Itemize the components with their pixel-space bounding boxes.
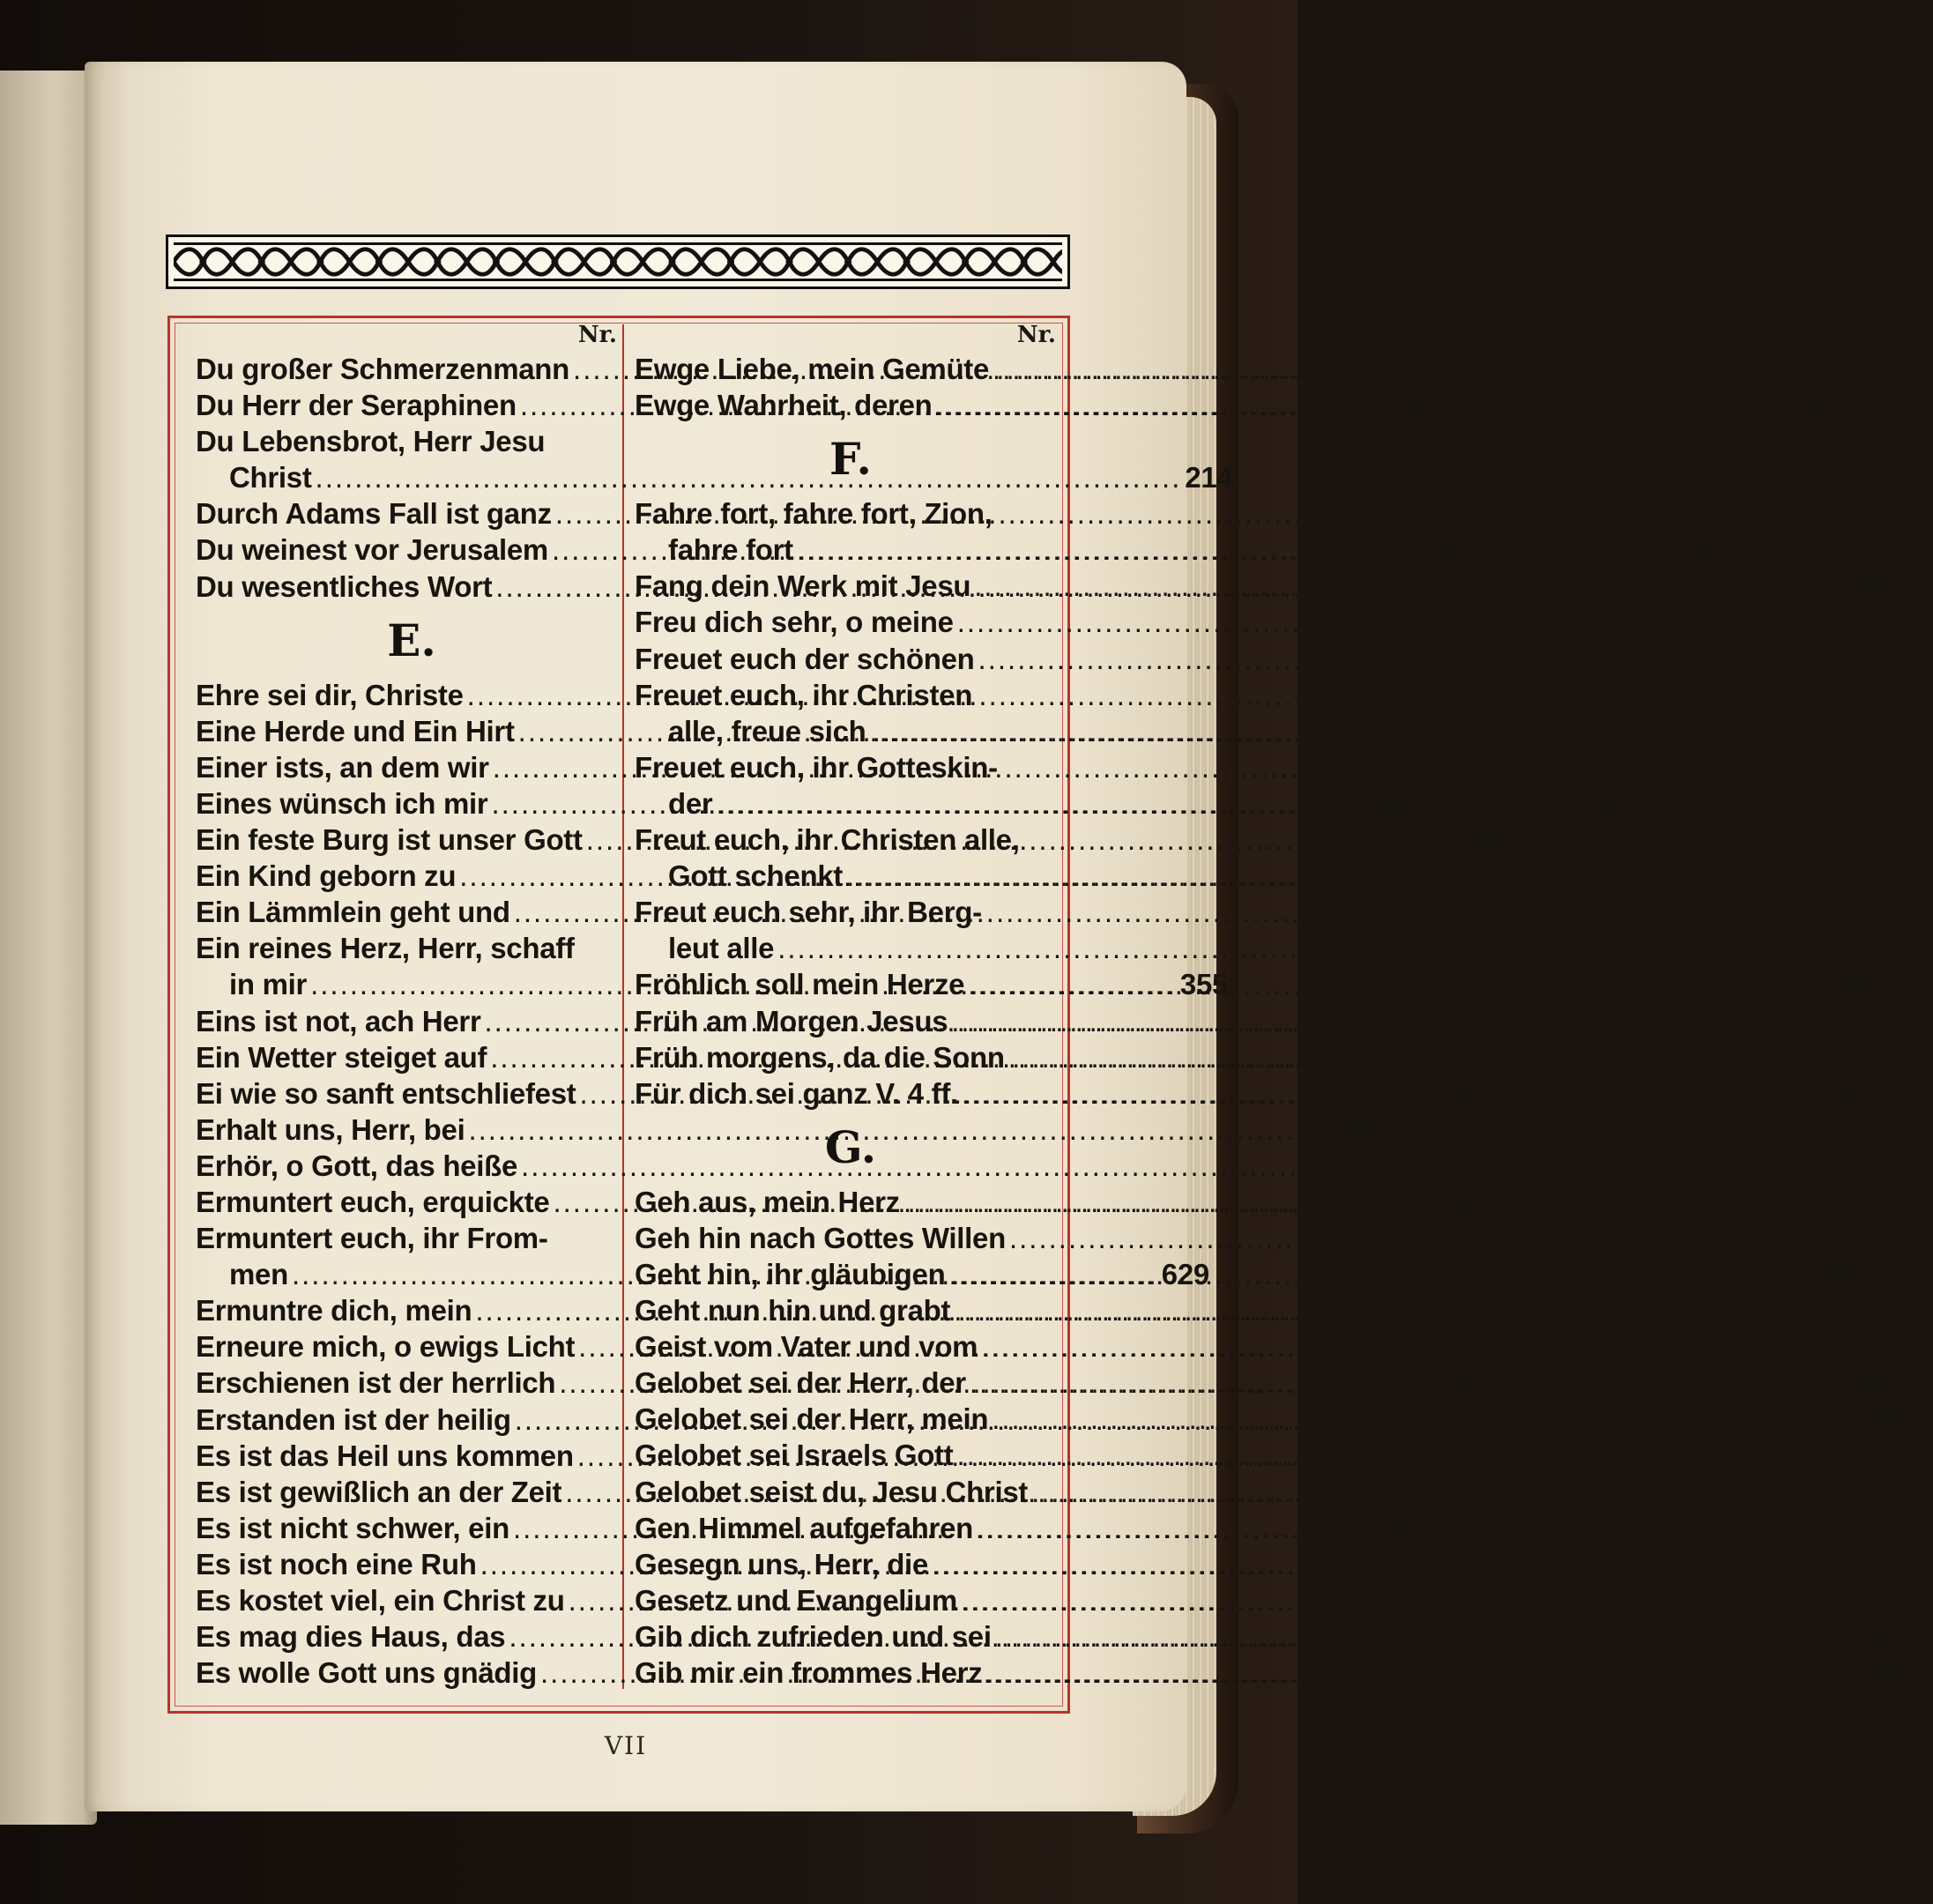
hymn-title: Freuet euch, ihr Gotteskin-	[635, 750, 998, 784]
hymn-title: Freuet euch der schönen	[635, 642, 975, 675]
hymn-number: 281	[1862, 353, 1911, 385]
hymn-number: 633	[1349, 1547, 1398, 1580]
hymn-number: 112	[1877, 1040, 1924, 1074]
hymn-title: Gott schenkt	[668, 859, 844, 893]
hymn-title: Es mag dies Haus, das	[196, 1620, 506, 1654]
hymn-number: 312	[1354, 1004, 1402, 1038]
dot-leader	[962, 1075, 1828, 1112]
hymn-number: 100	[1361, 786, 1409, 820]
dot-leader	[992, 1401, 1858, 1437]
dot-leader	[974, 568, 1840, 604]
hymn-title: Eins ist not, ach Herr	[196, 1004, 481, 1038]
hymn-title: Gib mir ein frommes Herz	[635, 1656, 983, 1689]
hymn-number: 168	[1455, 823, 1504, 857]
hymn-title: Früh morgens, da die Sonn	[635, 1040, 1005, 1074]
hymn-title: der	[668, 786, 713, 820]
hymn-title: Früh am Morgen Jesus	[635, 1004, 948, 1038]
hymn-title: Es ist das Heil uns kommen	[196, 1439, 574, 1472]
hymn-number: 214	[1185, 461, 1233, 495]
hymn-number: 605	[1824, 1294, 1872, 1328]
hymn-number: 195	[1830, 1583, 1878, 1617]
hymn-number: 74	[1336, 678, 1369, 711]
hymn-number: 493	[1801, 1547, 1849, 1580]
dot-leader	[1009, 1220, 1876, 1256]
dot-leader	[985, 1655, 1852, 1691]
hymn-title: Es ist nicht schwer, ein	[196, 1511, 509, 1544]
hymn-title: Geht hin, ihr gläubigen	[635, 1257, 946, 1290]
hymn-title: Gelobet seist du, Jesu Christ	[635, 1475, 1029, 1508]
hymn-title: Gelobet sei der Herr, der	[635, 1366, 966, 1400]
hymn-title: in mir	[229, 968, 308, 1001]
index-entry	[635, 930, 1696, 966]
hymn-number: 165	[1409, 1656, 1458, 1690]
hymn-title: Ewge Wahrheit, deren	[635, 389, 933, 422]
index-entry	[635, 604, 1875, 640]
hymn-title: Geh hin nach Gottes Willen	[635, 1221, 1006, 1254]
index-entry	[635, 1220, 1927, 1256]
dot-leader	[936, 387, 1803, 423]
hymn-number: 180	[1362, 750, 1410, 784]
hymn-number: 182	[1387, 714, 1436, 747]
hymn-number: 69	[1586, 786, 1618, 820]
nr-heading-right: Nr.	[1016, 322, 1056, 348]
hymn-number: 422	[1805, 389, 1854, 422]
hymn-number: 53	[1365, 569, 1398, 603]
knot-ornament-icon	[174, 245, 1062, 279]
hymn-number: 158	[1839, 1366, 1887, 1400]
hymn-title: Ein reines Herz, Herr, schaff	[196, 932, 575, 965]
hymn-title: Ermuntert euch, erquickte	[196, 1185, 550, 1218]
hymn-title: Geht nun hin und grabt	[635, 1294, 951, 1328]
dot-leader	[932, 1546, 1798, 1582]
dot-leader	[869, 713, 1736, 749]
hymn-title: fahre fort	[668, 533, 793, 567]
hymn-title: leut alle	[668, 932, 775, 965]
hymn-number: 620	[1435, 1475, 1483, 1508]
hymn-number: 85	[1383, 896, 1416, 929]
hymn-title: Freut euch sehr, ihr Berg-	[635, 896, 982, 929]
index-entry-line	[635, 894, 1067, 930]
hymn-number: 553	[1848, 642, 1896, 675]
dot-leader	[995, 1618, 1862, 1655]
hymn-number: 541	[1647, 932, 1696, 965]
hymn-title: Freu dich sehr, o meine	[635, 606, 954, 639]
hymn-title: Erschienen ist der herrlich	[196, 1366, 556, 1400]
hymn-title: Du Lebensbrot, Herr Jesu	[196, 425, 546, 458]
dot-leader	[797, 532, 1663, 568]
hymn-number: 629	[1161, 1258, 1209, 1291]
index-entry-line	[635, 749, 1067, 785]
hymn-number: 357	[1382, 1511, 1431, 1544]
hymn-number: 36	[1329, 859, 1362, 893]
hymn-title: Erhalt uns, Herr, bei	[196, 1112, 465, 1146]
ornament-inner	[174, 242, 1062, 281]
hymn-title: Ei wie so sanft entschliefest	[196, 1076, 576, 1110]
hymn-title: Du wesentliches Wort	[196, 569, 493, 603]
hymn-title: Ehre sei dir, Christe	[196, 678, 464, 711]
index-entry-line	[635, 822, 1067, 858]
hymn-number: 84	[1442, 353, 1475, 385]
hymn-title: Durch Adams Fall ist ganz	[196, 497, 552, 531]
hymn-title: Ewge Liebe, mein Gemüte	[635, 353, 990, 385]
hymn-title: Erstanden ist der heilig	[196, 1402, 511, 1436]
hymn-title: Du Herr der Seraphinen	[196, 389, 517, 422]
hymn-title: Es wolle Gott uns gnädig	[196, 1656, 537, 1690]
nr-heading-left: Nr.	[577, 322, 617, 348]
hymn-number: 106	[1384, 1402, 1432, 1436]
dot-leader	[954, 1292, 1820, 1328]
hymn-title: Ein Lämmlein geht und	[196, 896, 510, 929]
dot-leader	[981, 1328, 1848, 1365]
hymn-number: 548	[1773, 1185, 1821, 1218]
hymn-number: 489	[1844, 569, 1892, 603]
dot-leader	[956, 1437, 1823, 1473]
hymn-title: Erhör, o Gott, das heiße	[196, 1149, 518, 1182]
hymn-title: Ein Wetter steiget auf	[196, 1040, 487, 1074]
hymn-title: Gesegn uns, Herr, die	[635, 1547, 928, 1580]
hymn-title: men	[229, 1258, 288, 1291]
hymn-number: 327	[1831, 1076, 1879, 1110]
dot-leader	[977, 1510, 1843, 1546]
hymn-number: 587	[1826, 606, 1875, 639]
hymn-number: 264	[1446, 1439, 1495, 1472]
hymn-number: 230	[1424, 497, 1473, 531]
hymn-title: Für dich sei ganz V. 4 ff.	[635, 1076, 958, 1110]
hymn-number: 169	[1338, 1112, 1387, 1146]
hymn-title: Geist vom Vater und vom	[635, 1330, 978, 1364]
hymn-number: 109	[1429, 1366, 1477, 1400]
index-entry-line	[635, 677, 1067, 713]
hymn-title: Du großer Schmerzenmann	[196, 353, 570, 385]
hymn-number: 615	[1379, 1620, 1427, 1654]
hymn-title: Freuet euch, ihr Christen	[635, 678, 973, 711]
index-entry-line	[196, 930, 628, 966]
section-letter: F.	[829, 433, 872, 486]
dot-leader	[1031, 1474, 1898, 1510]
hymn-title: Es ist gewißlich an der Zeit	[196, 1475, 562, 1508]
dot-leader	[961, 1582, 1827, 1618]
hymn-title: Es ist noch eine Ruh	[196, 1547, 477, 1580]
hymn-title: alle, freue sich	[668, 714, 866, 747]
hymn-title: Gen Himmel aufgefahren	[635, 1511, 973, 1544]
hymn-title: Fröhlich soll mein Herze	[635, 968, 965, 1001]
hymn-title: Es kostet viel, ein Christ zu	[196, 1584, 565, 1617]
dot-leader	[903, 1184, 1770, 1220]
ornamental-header-band	[166, 234, 1070, 289]
hymn-number: 360	[1448, 1330, 1497, 1364]
dot-leader	[970, 1365, 1836, 1401]
hymn-title: Geh aus, mein Herz	[635, 1185, 900, 1218]
hymn-number: 46	[1345, 1294, 1378, 1328]
hymn-number: 356	[1438, 1584, 1486, 1617]
hymn-title: Erneure mich, o ewigs Licht	[196, 1330, 576, 1364]
hymn-number: 285	[1818, 1257, 1867, 1290]
hymn-title: Ein feste Burg ist unser Gott	[196, 823, 583, 857]
hymn-number: 176	[1666, 533, 1714, 567]
section-letter: E.	[387, 614, 436, 666]
hymn-number: 129	[1846, 1511, 1894, 1544]
hymn-number: 492	[1821, 1004, 1870, 1038]
hymn-title: Ermuntre dich, mein	[196, 1294, 472, 1328]
hymn-number: 43	[1739, 714, 1772, 747]
hymn-number: 355	[1179, 968, 1229, 1001]
hymn-title: Gesetz und Evangelium	[635, 1583, 957, 1617]
dot-leader	[1008, 1039, 1875, 1075]
index-entry-line	[196, 1220, 628, 1256]
hymn-title: Eine Herde und Ein Hirt	[196, 714, 515, 747]
dot-leader	[716, 785, 1582, 822]
dot-leader	[993, 351, 1859, 387]
section-letter: G.	[824, 1120, 877, 1173]
hymn-number: 402	[1864, 1619, 1913, 1653]
dot-leader	[968, 966, 1834, 1002]
index-entry-line	[196, 423, 628, 459]
hymn-number: 369	[1855, 1656, 1904, 1689]
hymn-title: Fang dein Werk mit Jesu	[635, 569, 971, 603]
hymn-title: Einer ists, an dem wir	[196, 750, 489, 784]
hymn-number: 48	[1838, 968, 1870, 1001]
index-entry	[635, 641, 1896, 677]
hymn-number: 37	[1900, 1475, 1933, 1508]
hymn-title: Fahre fort, fahre fort, Zion,	[635, 497, 993, 531]
left-page-edge	[0, 71, 97, 1825]
hymn-number: 207	[1390, 1149, 1439, 1182]
hymn-title: Ein Kind geborn zu	[196, 859, 457, 893]
dot-leader	[777, 930, 1644, 966]
hymn-number: 159	[1826, 1439, 1875, 1472]
index-entry	[196, 459, 1233, 495]
hymn-title: Ermuntert euch, ihr From-	[196, 1222, 548, 1255]
hymn-number: 557	[1360, 1040, 1409, 1074]
hymn-title: Christ	[229, 461, 312, 495]
hymn-title: Gib dich zufrieden und sei	[635, 1619, 992, 1653]
hymn-number: 146	[1851, 1330, 1900, 1364]
page-number: VII	[604, 1731, 648, 1760]
hymn-number: 603	[1449, 1076, 1498, 1110]
hymn-title: Du weinest vor Jerusalem	[196, 533, 548, 567]
dot-leader	[951, 1003, 1818, 1039]
index-entry	[196, 1148, 1439, 1184]
hymn-number: 486	[1423, 1185, 1471, 1218]
dot-leader	[978, 641, 1845, 677]
index-entry	[196, 1112, 1387, 1148]
hymn-number: 391	[1421, 533, 1469, 567]
dot-leader	[948, 1256, 1815, 1292]
dot-leader	[957, 604, 1824, 640]
hymn-number: 140	[1715, 859, 1765, 893]
dot-leader	[846, 858, 1713, 894]
hymn-number: 375	[1878, 1221, 1927, 1254]
index-entry-line	[635, 495, 1067, 532]
hymn-title: Freut euch, ihr Christen alle,	[635, 823, 1020, 857]
hymn-title: Eines wünsch ich mir	[196, 786, 488, 820]
hymn-title: Gelobet sei der Herr, mein	[635, 1402, 989, 1436]
hymn-number: 163	[1389, 389, 1438, 422]
hymn-title: Gelobet sei Israels Gott	[635, 1439, 954, 1472]
hymn-number: 448	[1862, 1402, 1910, 1436]
